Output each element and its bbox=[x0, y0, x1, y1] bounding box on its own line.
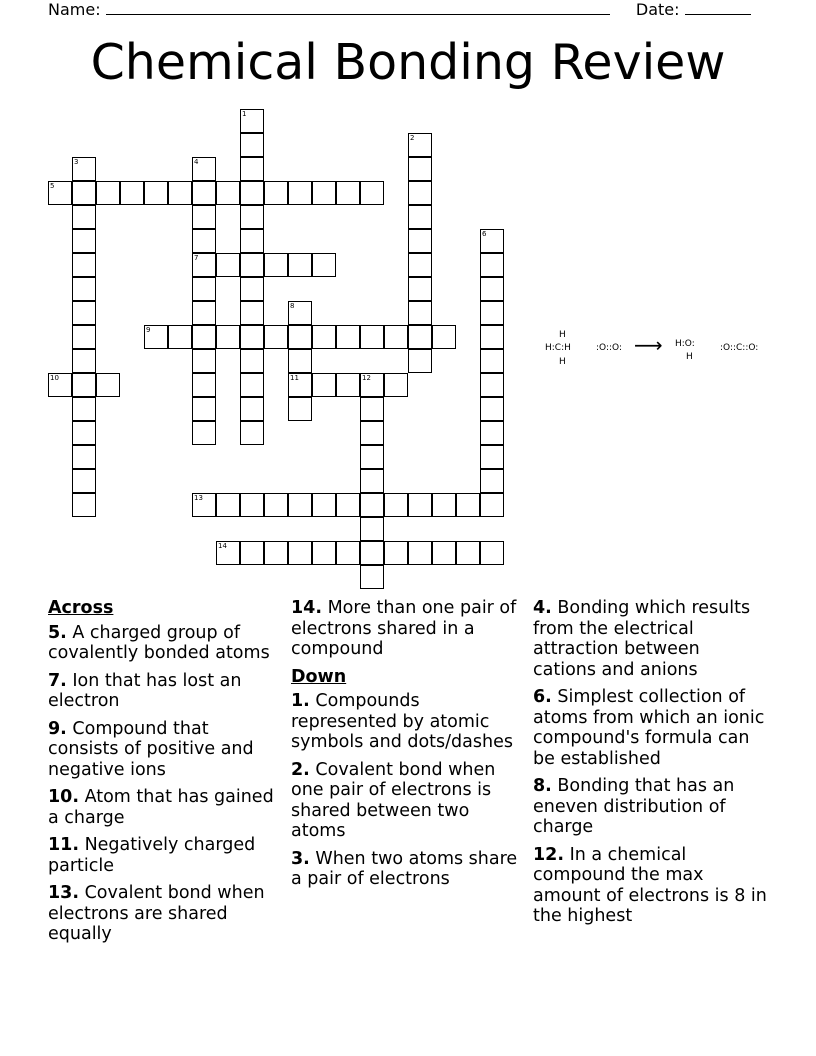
ch4-formula: H:C:H bbox=[545, 343, 571, 353]
crossword-cell[interactable] bbox=[360, 421, 384, 445]
clue-number-label: 6. bbox=[533, 687, 552, 707]
crossword-cell[interactable] bbox=[216, 181, 240, 205]
clue-number: 13 bbox=[194, 494, 203, 502]
crossword-cell[interactable] bbox=[240, 541, 264, 565]
down-clue bbox=[533, 598, 768, 680]
crossword-cell[interactable] bbox=[312, 325, 336, 349]
crossword-cell[interactable] bbox=[360, 445, 384, 469]
crossword-cell[interactable] bbox=[288, 181, 312, 205]
crossword-cell[interactable] bbox=[408, 493, 432, 517]
crossword-cell[interactable] bbox=[384, 373, 408, 397]
crossword-cell[interactable] bbox=[336, 493, 360, 517]
arrow-icon: ⟶ bbox=[634, 333, 663, 357]
h2o-bottom: H bbox=[686, 352, 693, 362]
clue-number: 10 bbox=[50, 374, 59, 382]
crossword-cell[interactable] bbox=[72, 421, 96, 445]
crossword-cell[interactable] bbox=[360, 517, 384, 541]
crossword-cell[interactable] bbox=[480, 469, 504, 493]
o2-formula: :O::O: bbox=[596, 343, 622, 353]
clue-number: 12 bbox=[362, 374, 371, 382]
across-clue bbox=[48, 883, 283, 945]
clue-number: 11 bbox=[290, 374, 299, 382]
across-clue bbox=[48, 623, 283, 664]
crossword-cell[interactable] bbox=[432, 325, 456, 349]
crossword-cell[interactable] bbox=[264, 325, 288, 349]
crossword-cell[interactable] bbox=[240, 325, 264, 349]
down-clues-continued bbox=[533, 598, 768, 934]
across-clue bbox=[291, 598, 521, 660]
crossword-cell[interactable] bbox=[312, 253, 336, 277]
crossword-cell[interactable] bbox=[72, 325, 96, 349]
crossword-cell[interactable] bbox=[192, 205, 216, 229]
crossword-cell[interactable] bbox=[72, 253, 96, 277]
crossword-cell[interactable] bbox=[144, 181, 168, 205]
clue-number-label: 11. bbox=[48, 835, 80, 855]
crossword-cell[interactable] bbox=[216, 541, 240, 565]
clue-text: Covalent bond when one pair of electrons is shared between two atoms bbox=[291, 759, 496, 841]
crossword-cell[interactable] bbox=[96, 373, 120, 397]
crossword-cell[interactable] bbox=[336, 373, 360, 397]
crossword-cell[interactable] bbox=[336, 541, 360, 565]
crossword-cell[interactable] bbox=[48, 373, 72, 397]
crossword-cell[interactable] bbox=[192, 325, 216, 349]
clue-number: 4 bbox=[194, 158, 199, 166]
clue-number: 2 bbox=[410, 134, 415, 142]
crossword-cell[interactable] bbox=[432, 541, 456, 565]
crossword-cell[interactable] bbox=[72, 181, 96, 205]
clue-number: 8 bbox=[290, 302, 295, 310]
clue-number: 5 bbox=[50, 182, 55, 190]
clue-text: In a chemical compound the max amount of electrons is 8 in the highest bbox=[533, 844, 767, 926]
crossword-cell[interactable] bbox=[480, 541, 504, 565]
crossword-cell[interactable] bbox=[480, 325, 504, 349]
co2-formula: :O::C::O: bbox=[720, 343, 759, 353]
ch4-top: H bbox=[559, 330, 566, 340]
crossword-cell[interactable] bbox=[360, 181, 384, 205]
crossword-cell[interactable] bbox=[480, 277, 504, 301]
crossword-cell[interactable] bbox=[264, 181, 288, 205]
crossword-cell[interactable] bbox=[72, 397, 96, 421]
crossword-cell[interactable] bbox=[288, 373, 312, 397]
crossword-cell[interactable] bbox=[168, 325, 192, 349]
down-heading: Down bbox=[291, 666, 347, 687]
clue-number: 7 bbox=[194, 254, 199, 262]
crossword-cell[interactable] bbox=[192, 373, 216, 397]
crossword-cell[interactable] bbox=[96, 181, 120, 205]
crossword-cell[interactable] bbox=[336, 325, 360, 349]
down-clue bbox=[291, 849, 521, 890]
h2o-formula: H:O: bbox=[675, 339, 695, 349]
crossword-cell[interactable] bbox=[192, 397, 216, 421]
clue-number-label: 12. bbox=[533, 844, 565, 865]
crossword-cell[interactable] bbox=[360, 373, 384, 397]
page-title: Chemical Bonding Review bbox=[90, 34, 726, 91]
clue-number-label: 1. bbox=[291, 691, 310, 711]
crossword-cell[interactable] bbox=[240, 133, 264, 157]
crossword-cell[interactable] bbox=[288, 325, 312, 349]
across-clue bbox=[48, 835, 283, 876]
crossword-cell[interactable] bbox=[72, 157, 96, 181]
crossword-cell[interactable] bbox=[312, 493, 336, 517]
crossword-cell[interactable] bbox=[192, 493, 216, 517]
crossword-cell[interactable] bbox=[240, 301, 264, 325]
crossword-cell[interactable] bbox=[216, 493, 240, 517]
crossword-cell[interactable] bbox=[360, 469, 384, 493]
crossword-cell[interactable] bbox=[408, 133, 432, 157]
across-heading: Across bbox=[48, 598, 114, 618]
across-clues bbox=[48, 598, 283, 952]
across-clues-continued bbox=[291, 598, 521, 897]
clue-number-label: 10. bbox=[48, 787, 80, 807]
crossword-cell[interactable] bbox=[312, 541, 336, 565]
clue-text: Bonding that has an eneven distribution of charge bbox=[533, 776, 735, 837]
crossword-cell[interactable] bbox=[192, 301, 216, 325]
clue-number-label: 7. bbox=[48, 670, 67, 691]
crossword-cell[interactable] bbox=[72, 205, 96, 229]
across-clue bbox=[48, 787, 283, 828]
crossword-cell[interactable] bbox=[240, 397, 264, 421]
crossword-cell[interactable] bbox=[240, 181, 264, 205]
clue-number: 9 bbox=[146, 326, 151, 334]
crossword-cell[interactable] bbox=[288, 493, 312, 517]
crossword-cell[interactable] bbox=[240, 253, 264, 277]
crossword-cell[interactable] bbox=[312, 373, 336, 397]
crossword-cell[interactable] bbox=[240, 421, 264, 445]
clue-text: Atom that has gained a charge bbox=[48, 787, 274, 828]
crossword-cell[interactable] bbox=[360, 397, 384, 421]
crossword-cell[interactable] bbox=[192, 181, 216, 205]
crossword-cell[interactable] bbox=[240, 493, 264, 517]
crossword-cell[interactable] bbox=[192, 229, 216, 253]
clue-text: Compounds represented by atomic symbols and dots/dashes bbox=[291, 691, 513, 752]
crossword-cell[interactable] bbox=[72, 349, 96, 373]
clue-text: When two atoms share a pair of electrons bbox=[291, 848, 518, 889]
clue-number-label: 13. bbox=[48, 883, 80, 903]
crossword-cell[interactable] bbox=[288, 349, 312, 373]
down-clue bbox=[291, 760, 521, 842]
crossword-cell[interactable] bbox=[360, 541, 384, 565]
crossword-cell[interactable] bbox=[480, 493, 504, 517]
crossword-cell[interactable] bbox=[192, 421, 216, 445]
crossword-cell[interactable] bbox=[480, 229, 504, 253]
crossword-cell[interactable] bbox=[240, 229, 264, 253]
crossword-cell[interactable] bbox=[360, 493, 384, 517]
ch4-bottom: H bbox=[559, 357, 566, 367]
crossword-cell[interactable] bbox=[120, 181, 144, 205]
crossword-cell[interactable] bbox=[264, 253, 288, 277]
crossword-cell[interactable] bbox=[384, 325, 408, 349]
clue-number-label: 2. bbox=[291, 759, 310, 780]
crossword-cell[interactable] bbox=[480, 301, 504, 325]
clue-number: 3 bbox=[74, 158, 79, 166]
name-label: Name: bbox=[48, 0, 101, 19]
crossword-cell[interactable] bbox=[192, 253, 216, 277]
crossword-cell[interactable] bbox=[72, 445, 96, 469]
down-clue bbox=[533, 687, 768, 769]
crossword-cell[interactable] bbox=[312, 181, 336, 205]
crossword-cell[interactable] bbox=[72, 229, 96, 253]
crossword-cell[interactable] bbox=[168, 181, 192, 205]
clue-text: Compound that consists of positive and negative ions bbox=[48, 718, 254, 780]
clue-number-label: 5. bbox=[48, 622, 67, 643]
crossword-cell[interactable] bbox=[72, 301, 96, 325]
clue-number-label: 9. bbox=[48, 718, 67, 739]
crossword-cell[interactable] bbox=[360, 565, 384, 589]
crossword-cell[interactable] bbox=[408, 349, 432, 373]
clue-text: More than one pair of electrons shared in a compound bbox=[291, 598, 517, 659]
down-clue bbox=[533, 845, 768, 927]
crossword-cell[interactable] bbox=[264, 493, 288, 517]
crossword-cell[interactable] bbox=[216, 325, 240, 349]
crossword-cell[interactable] bbox=[288, 541, 312, 565]
crossword-cell[interactable] bbox=[384, 541, 408, 565]
clue-text: A charged group of covalently bonded atoms bbox=[48, 622, 270, 663]
crossword-cell[interactable] bbox=[408, 301, 432, 325]
crossword-cell[interactable] bbox=[456, 541, 480, 565]
crossword-cell[interactable] bbox=[288, 301, 312, 325]
crossword-cell[interactable] bbox=[408, 205, 432, 229]
crossword-cell[interactable] bbox=[192, 349, 216, 373]
crossword-cell[interactable] bbox=[480, 421, 504, 445]
clue-number-label: 8. bbox=[533, 776, 552, 796]
crossword-cell[interactable] bbox=[240, 373, 264, 397]
clue-number: 14 bbox=[218, 542, 227, 550]
crossword-cell[interactable] bbox=[72, 373, 96, 397]
crossword-cell[interactable] bbox=[480, 445, 504, 469]
clue-number-label: 3. bbox=[291, 848, 310, 869]
clue-number: 6 bbox=[482, 230, 487, 238]
crossword-cell[interactable] bbox=[408, 253, 432, 277]
crossword-cell[interactable] bbox=[480, 397, 504, 421]
crossword-cell[interactable] bbox=[72, 469, 96, 493]
clue-text: Bonding which results from the electrical attraction between cations and anions bbox=[533, 598, 751, 680]
down-clue bbox=[291, 691, 521, 753]
crossword-cell[interactable] bbox=[240, 109, 264, 133]
crossword-cell[interactable] bbox=[264, 541, 288, 565]
crossword-cell[interactable] bbox=[288, 397, 312, 421]
crossword-cell[interactable] bbox=[240, 157, 264, 181]
clue-number-label: 4. bbox=[533, 598, 552, 618]
crossword-cell[interactable] bbox=[480, 373, 504, 397]
crossword-cell[interactable] bbox=[360, 325, 384, 349]
crossword-cell[interactable] bbox=[72, 493, 96, 517]
crossword-cell[interactable] bbox=[456, 493, 480, 517]
crossword-cell[interactable] bbox=[408, 277, 432, 301]
crossword-cell[interactable] bbox=[240, 349, 264, 373]
crossword-cell[interactable] bbox=[240, 205, 264, 229]
clue-number-label: 14. bbox=[291, 598, 323, 618]
clue-text: Simplest collection of atoms from which an ionic compound's formula can be established bbox=[533, 687, 765, 769]
date-label: Date: bbox=[635, 0, 680, 19]
clue-text: Ion that has lost an electron bbox=[48, 670, 242, 711]
lewis-structures bbox=[540, 330, 770, 370]
across-clue bbox=[48, 671, 283, 712]
crossword-cell[interactable] bbox=[408, 181, 432, 205]
crossword-cell[interactable] bbox=[432, 493, 456, 517]
crossword-cell[interactable] bbox=[48, 181, 72, 205]
crossword-cell[interactable] bbox=[144, 325, 168, 349]
clue-number: 1 bbox=[242, 110, 247, 118]
crossword-cell[interactable] bbox=[480, 253, 504, 277]
crossword-cell[interactable] bbox=[384, 493, 408, 517]
crossword-cell[interactable] bbox=[336, 181, 360, 205]
down-clue bbox=[533, 776, 768, 838]
crossword-cell[interactable] bbox=[480, 349, 504, 373]
crossword-cell[interactable] bbox=[408, 157, 432, 181]
crossword-cell[interactable] bbox=[240, 277, 264, 301]
clue-text: Covalent bond when electrons are shared equally bbox=[48, 883, 265, 944]
crossword-cell[interactable] bbox=[408, 229, 432, 253]
crossword-cell[interactable] bbox=[288, 253, 312, 277]
crossword-cell[interactable] bbox=[192, 157, 216, 181]
crossword-cell[interactable] bbox=[408, 541, 432, 565]
crossword-cell[interactable] bbox=[408, 325, 432, 349]
crossword-cell[interactable] bbox=[216, 253, 240, 277]
across-clue bbox=[48, 719, 283, 781]
crossword-cell[interactable] bbox=[72, 277, 96, 301]
crossword-cell[interactable] bbox=[192, 277, 216, 301]
clue-text: Negatively charged particle bbox=[48, 835, 256, 876]
